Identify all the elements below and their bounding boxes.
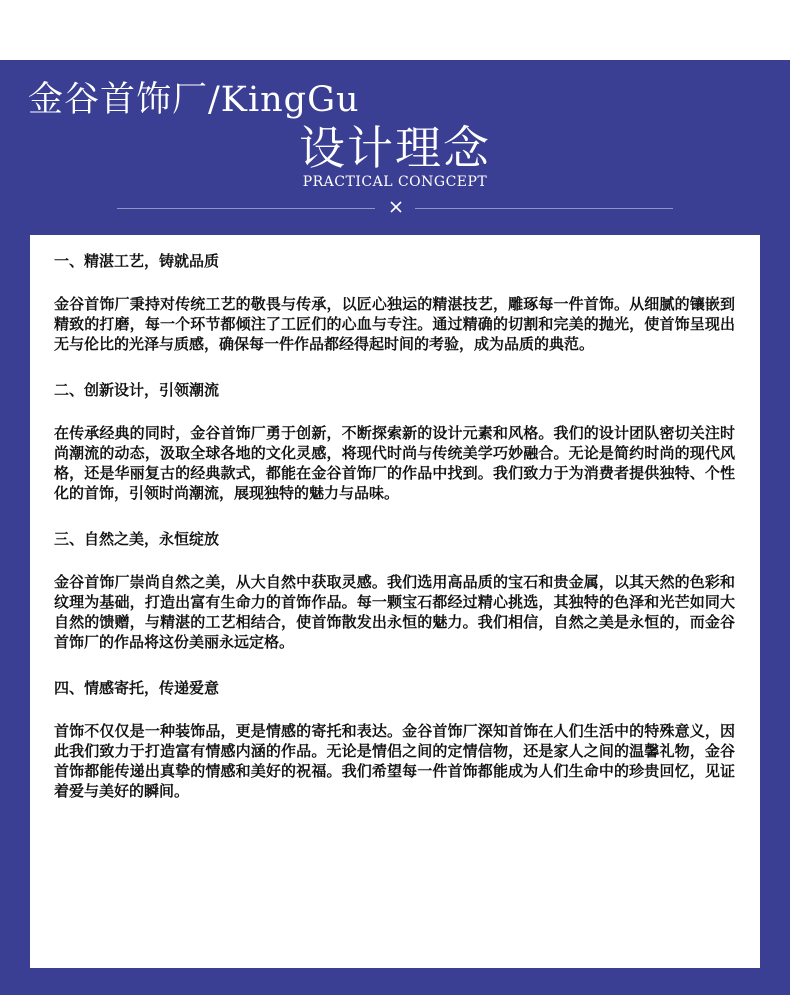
section-heading-nature: 三、自然之美，永恒绽放 [54,530,220,548]
section-body-nature: 金谷首饰厂崇尚自然之美，从大自然中获取灵感。我们选用高品质的宝石和贵金属，以其天然的色彩和纹理为基础，打造出富有生命力的首饰作品。每一颗宝石都经过精心挑选，其独特的色泽和光芒如同大自然的馈赠，与精湛的工艺相结合，使首饰散发出永恒的魅力。我们相信，自然之美是永恒的，而金谷首饰厂的作品将这份美丽永远定格。 [54,573,735,651]
title-divider [117,208,673,209]
brand-title: 金谷首饰厂/KingGu [28,80,360,120]
section-body-craft: 金谷首饰厂秉持对传统工艺的敬畏与传承，以匠心独运的精湛技艺，雕琢每一件首饰。从细腻的镶嵌到精致的打磨，每一个环节都倾注了工匠们的心血与专注。通过精确的切割和完美的抛光，使首饰呈现出无与伦比的光泽与质感，确保每一件作品都经得起时间的考验，成为品质的典范。 [54,295,735,353]
section-heading-emotion: 四、情感寄托，传递爱意 [54,679,220,697]
section-body-design: 在传承经典的同时，金谷首饰厂勇于创新，不断探索新的设计元素和风格。我们的设计团队密切关注时尚潮流的动态，汲取全球各地的文化灵感，将现代时尚与传统美学巧妙融合。无论是简约时尚的现代风格，还是华丽复古的经典款式，都能在金谷首饰厂的作品中找到。我们致力于为消费者提供独特、个性化的首饰，引领时尚潮流，展现独特的魅力与品味。 [54,424,735,502]
section-heading-design: 二、创新设计，引领潮流 [54,381,220,399]
section-subtitle: PRACTICAL CONGCEPT [302,174,488,190]
close-icon [388,199,404,215]
divider-line-right [415,208,673,209]
divider-line-left [117,208,375,209]
section-title: 设计理念 [299,121,491,175]
content-panel [30,235,760,968]
section-heading-craft: 一、精湛工艺，铸就品质 [54,252,220,270]
section-body-emotion: 首饰不仅仅是一种装饰品，更是情感的寄托和表达。金谷首饰厂深知首饰在人们生活中的特殊意义，因此我们致力于打造富有情感内涵的作品。无论是情侣之间的定情信物，还是家人之间的温馨礼物，金谷首饰都能传递出真挚的情感和美好的祝福。我们希望每一件首饰都能成为人们生命中的珍贵回忆，见证着爱与美好的瞬间。 [54,722,735,800]
